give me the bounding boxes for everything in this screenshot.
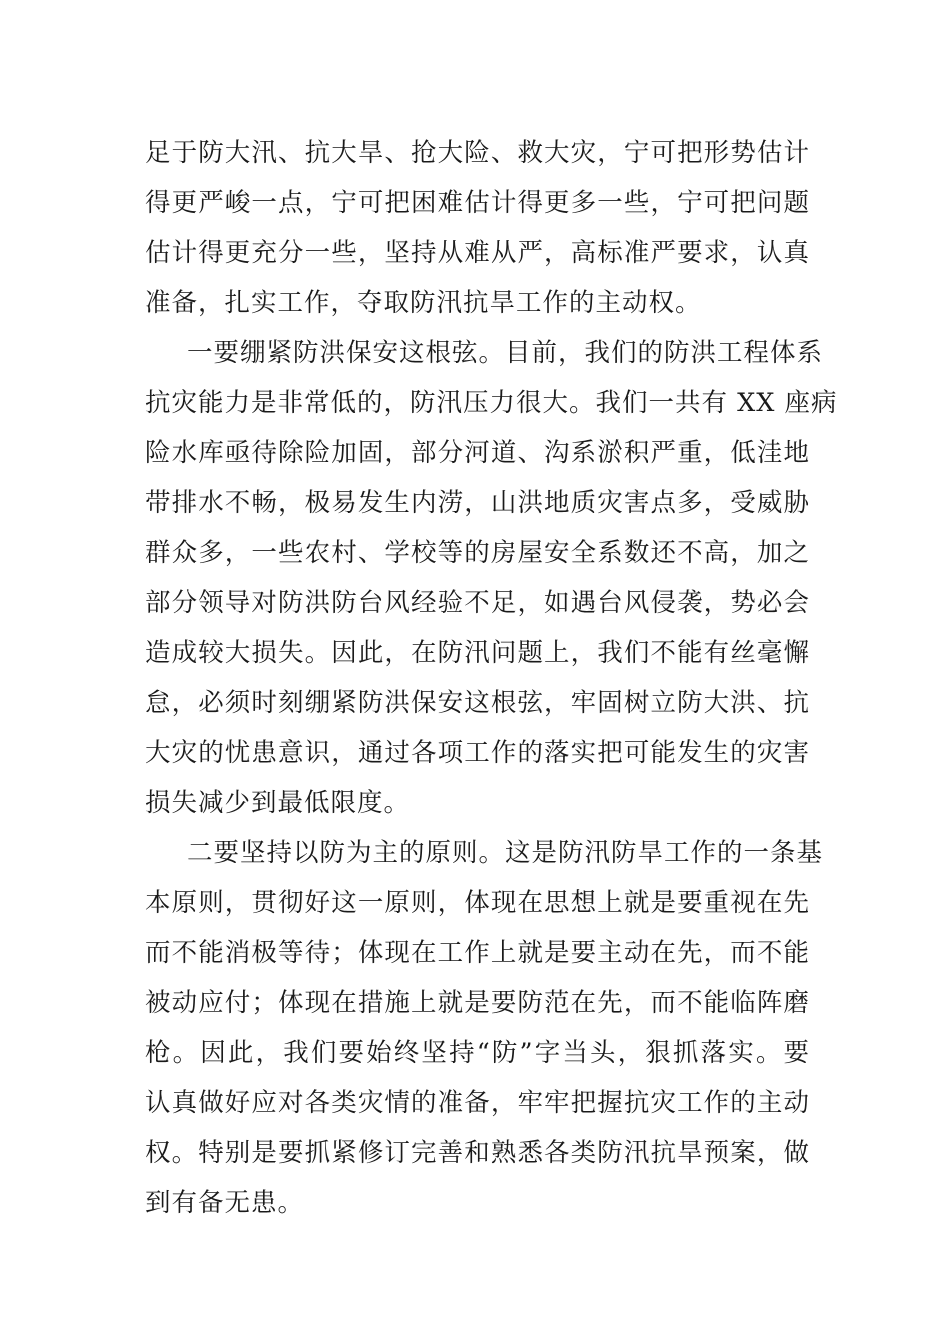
text-line: 认真做好应对各类灾情的准备，牢牢把握抗灾工作的主动 (145, 1088, 810, 1118)
text-line: 群众多，一些农村、学校等的房屋安全系数还不高，加之 (145, 538, 810, 568)
text-line: 二要坚持以防为主的原则。这是防汛防旱工作的一条基 (187, 838, 824, 868)
document-body (145, 128, 838, 1228)
text-line: 一要绷紧防洪保安这根弦。目前，我们的防洪工程体系 (187, 338, 824, 368)
text-line: 本原则，贯彻好这一原则，体现在思想上就是要重视在先 (145, 888, 810, 918)
text-line: 损失减少到最低限度。 (145, 788, 411, 818)
text-line: 抗灾能力是非常低的，防汛压力很大。我们一共有 XX 座病 (145, 388, 838, 418)
text-line: 准备，扎实工作，夺取防汛抗旱工作的主动权。 (145, 288, 702, 318)
paragraph-continuation (145, 128, 810, 328)
text-line: 被动应付；体现在措施上就是要防范在先，而不能临阵磨 (145, 988, 810, 1018)
text-line: 而不能消极等待；体现在工作上就是要主动在先，而不能 (145, 938, 810, 968)
text-line: 枪。因此，我们要始终坚持“防”字当头，狠抓落实。要 (145, 1038, 810, 1068)
paragraph-prevention-principle (145, 828, 824, 1228)
text-line: 权。特别是要抓紧修订完善和熟悉各类防汛抗旱预案，做 (145, 1138, 810, 1168)
text-line: 险水库亟待除险加固，部分河道、沟系淤积严重，低洼地 (145, 438, 810, 468)
text-line: 足于防大汛、抗大旱、抢大险、救大灾，宁可把形势估计 (145, 138, 810, 168)
text-line: 到有备无患。 (145, 1188, 305, 1218)
text-line: 造成较大损失。因此，在防汛问题上，我们不能有丝毫懈 (145, 638, 810, 668)
text-line: 得更严峻一点，宁可把困难估计得更多一些，宁可把问题 (145, 188, 810, 218)
text-line: 怠，必须时刻绷紧防洪保安这根弦，牢固树立防大洪、抗 (145, 688, 810, 718)
text-line: 部分领导对防洪防台风经验不足，如遇台风侵袭，势必会 (145, 588, 810, 618)
text-line: 带排水不畅，极易发生内涝，山洪地质灾害点多，受威胁 (145, 488, 810, 518)
paragraph-flood-control (145, 328, 838, 828)
text-line: 估计得更充分一些，坚持从难从严，高标准严要求，认真 (145, 238, 810, 268)
text-line: 大灾的忧患意识，通过各项工作的落实把可能发生的灾害 (145, 738, 810, 768)
